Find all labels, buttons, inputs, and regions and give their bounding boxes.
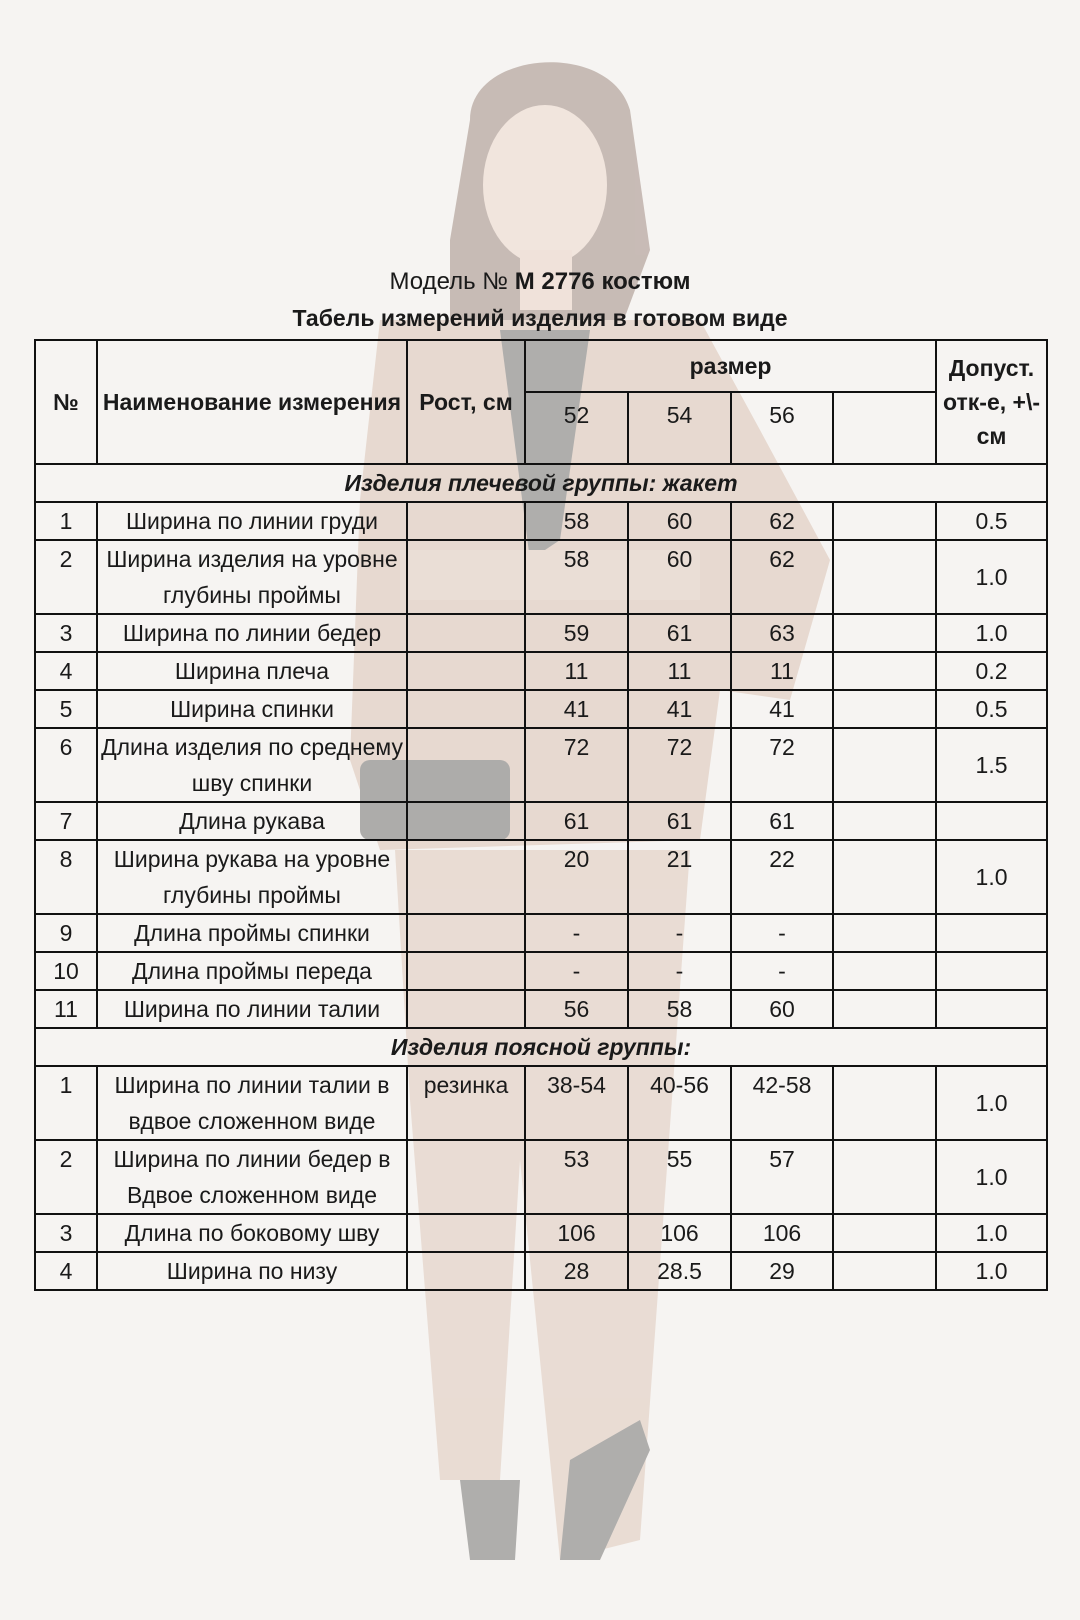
tolerance-value: 1.0 [936,1252,1047,1290]
height-value [407,840,525,914]
value-size-54: 106 [628,1214,731,1252]
value-size-56: 72 [731,728,833,802]
height-value [407,502,525,540]
header-tolerance: Допуст. отк-е, +\-см [936,340,1047,464]
value-size-54: 60 [628,502,731,540]
tolerance-value [936,952,1047,990]
value-extra [833,990,936,1028]
tolerance-value: 0.5 [936,690,1047,728]
measurement-name: Длина проймы спинки [97,914,407,952]
value-size-54: 11 [628,652,731,690]
value-size-54: - [628,952,731,990]
value-size-56: 63 [731,614,833,652]
row-number: 9 [35,914,97,952]
row-number: 10 [35,952,97,990]
height-value [407,952,525,990]
table-row [35,1214,1047,1252]
value-size-54: 21 [628,840,731,914]
header-height: Рост, см [407,340,525,464]
table-row [35,652,1047,690]
model-prefix: Модель № [389,268,509,295]
header-num: № [35,340,97,464]
row-number: 3 [35,1214,97,1252]
value-extra [833,652,936,690]
measurement-name: Ширина по линии бедер в Вдвое сложенном виде [97,1140,407,1214]
size-empty [833,392,936,464]
height-value [407,540,525,614]
header-size: размер [525,340,936,392]
value-size-56: 57 [731,1140,833,1214]
measurement-name: Ширина по линии талии [97,990,407,1028]
value-extra [833,540,936,614]
value-extra [833,1214,936,1252]
row-number: 6 [35,728,97,802]
value-size-54: 41 [628,690,731,728]
table-row [35,952,1047,990]
tolerance-value: 1.0 [936,840,1047,914]
row-number: 4 [35,652,97,690]
measurement-name: Ширина по линии груди [97,502,407,540]
height-value [407,802,525,840]
measurement-name: Ширина по линии бедер [97,614,407,652]
value-extra [833,802,936,840]
value-size-56: 11 [731,652,833,690]
value-size-56: 60 [731,990,833,1028]
height-value [407,1252,525,1290]
value-size-54: 55 [628,1140,731,1214]
height-value [407,914,525,952]
size-56: 56 [731,392,833,464]
row-number: 2 [35,1140,97,1214]
value-size-52: 11 [525,652,628,690]
height-value [407,652,525,690]
measurement-name: Ширина изделия на уровне глубины проймы [97,540,407,614]
value-size-52: 28 [525,1252,628,1290]
table-row [35,990,1047,1028]
measurement-name: Длина по боковому шву [97,1214,407,1252]
value-extra [833,840,936,914]
row-number: 2 [35,540,97,614]
value-size-52: - [525,952,628,990]
height-value [407,990,525,1028]
value-size-56: 62 [731,540,833,614]
section-title: Изделия поясной группы: [35,1028,1047,1066]
header-name: Наименование измерения [97,340,407,464]
measurement-name: Ширина по линии талии в вдвое сложенном виде [97,1066,407,1140]
tolerance-value: 0.5 [936,502,1047,540]
value-size-56: 22 [731,840,833,914]
row-number: 11 [35,990,97,1028]
value-size-54: 61 [628,802,731,840]
value-size-54: 58 [628,990,731,1028]
value-size-56: 62 [731,502,833,540]
value-size-52: 20 [525,840,628,914]
table-row [35,840,1047,914]
section-row [35,464,1047,502]
value-size-54: 60 [628,540,731,614]
model-name: М 2776 костюм [514,268,691,295]
table-row [35,690,1047,728]
tolerance-value: 1.5 [936,728,1047,802]
table-row [35,540,1047,614]
value-size-52: 58 [525,540,628,614]
section-title: Изделия плечевой группы: жакет [35,464,1047,502]
section-row [35,1028,1047,1066]
value-size-54: 40-56 [628,1066,731,1140]
value-size-52: 53 [525,1140,628,1214]
table-row [35,1066,1047,1140]
tolerance-value [936,990,1047,1028]
value-size-52: - [525,914,628,952]
height-value [407,1140,525,1214]
height-value: резинка [407,1066,525,1140]
size-52: 52 [525,392,628,464]
value-extra [833,502,936,540]
measurement-name: Ширина спинки [97,690,407,728]
tolerance-value: 1.0 [936,540,1047,614]
measurement-name: Ширина рукава на уровне глубины проймы [97,840,407,914]
value-size-56: 29 [731,1252,833,1290]
height-value [407,728,525,802]
value-size-56: 106 [731,1214,833,1252]
table-row [35,614,1047,652]
measurement-name: Ширина плеча [97,652,407,690]
row-number: 4 [35,1252,97,1290]
value-extra [833,952,936,990]
value-extra [833,914,936,952]
row-number: 5 [35,690,97,728]
measurement-name: Длина изделия по среднему шву спинки [97,728,407,802]
tolerance-value [936,802,1047,840]
table-subtitle: Табель измерений изделия в готовом виде [292,305,788,331]
value-extra [833,728,936,802]
value-size-52: 59 [525,614,628,652]
value-extra [833,1140,936,1214]
row-number: 8 [35,840,97,914]
row-number: 1 [35,1066,97,1140]
tolerance-value [936,914,1047,952]
tolerance-value: 1.0 [936,1066,1047,1140]
value-size-54: 72 [628,728,731,802]
table-row [35,1140,1047,1214]
table-row [35,1252,1047,1290]
value-extra [833,690,936,728]
value-size-56: - [731,914,833,952]
value-size-52: 61 [525,802,628,840]
size-54: 54 [628,392,731,464]
model-title [0,268,1080,296]
row-number: 7 [35,802,97,840]
value-size-54: - [628,914,731,952]
value-size-56: 42-58 [731,1066,833,1140]
table-row [35,502,1047,540]
measurement-name: Длина проймы переда [97,952,407,990]
table-row [35,802,1047,840]
tolerance-value: 1.0 [936,1214,1047,1252]
row-number: 3 [35,614,97,652]
height-value [407,614,525,652]
tolerance-value: 1.0 [936,1140,1047,1214]
value-size-54: 61 [628,614,731,652]
value-size-52: 41 [525,690,628,728]
value-size-56: - [731,952,833,990]
row-number: 1 [35,502,97,540]
value-extra [833,1066,936,1140]
value-size-52: 56 [525,990,628,1028]
value-size-52: 72 [525,728,628,802]
height-value [407,1214,525,1252]
tolerance-value: 1.0 [936,614,1047,652]
value-size-56: 41 [731,690,833,728]
size-table [34,339,1048,1291]
tolerance-value: 0.2 [936,652,1047,690]
value-size-52: 38-54 [525,1066,628,1140]
value-size-52: 106 [525,1214,628,1252]
table-row [35,728,1047,802]
height-value [407,690,525,728]
value-extra [833,614,936,652]
table-row [35,914,1047,952]
value-size-56: 61 [731,802,833,840]
value-size-52: 58 [525,502,628,540]
measurement-name: Ширина по низу [97,1252,407,1290]
measurement-name: Длина рукава [97,802,407,840]
value-extra [833,1252,936,1290]
value-size-54: 28.5 [628,1252,731,1290]
